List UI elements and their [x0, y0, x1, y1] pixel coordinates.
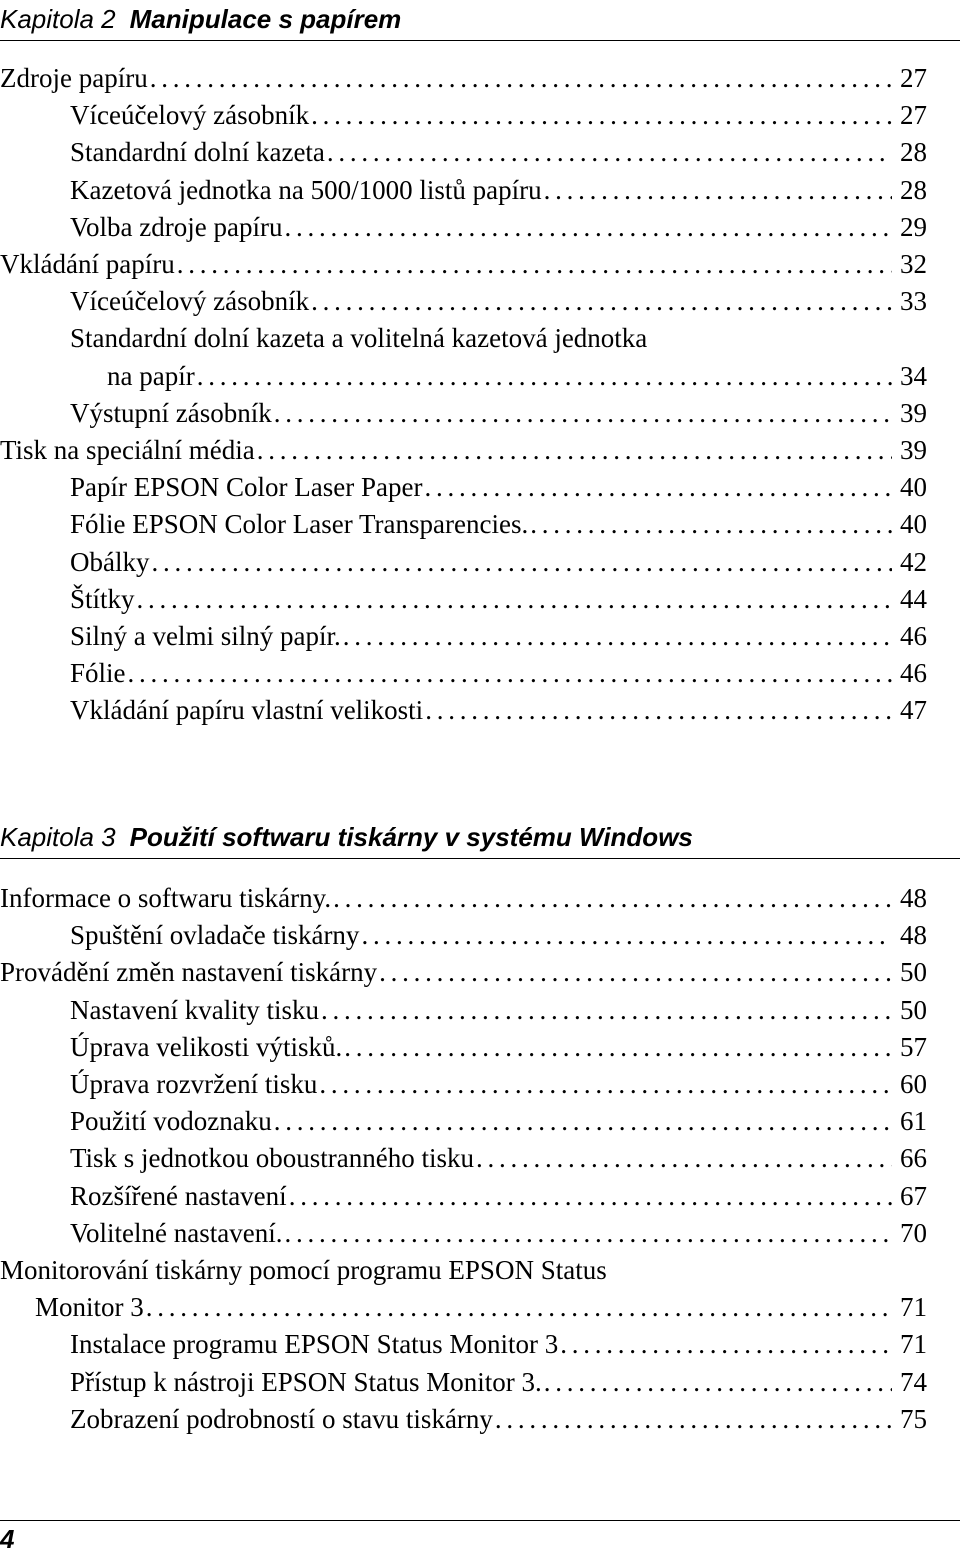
toc-entry-title: Monitorování tiskárny pomocí programu EPSON Status [0, 1255, 607, 1285]
toc-entry-title: na papír [107, 360, 195, 391]
toc-entry[interactable] [70, 209, 927, 246]
toc-entry-title: Výstupní zásobník [70, 397, 272, 428]
toc-page-number: 42 [900, 546, 927, 577]
toc-page-number: 27 [900, 100, 927, 131]
toc-entry[interactable] [70, 1103, 927, 1140]
toc-entry[interactable] [70, 692, 927, 729]
dot-leader [311, 283, 892, 320]
footer-page-number: 4 [0, 1524, 15, 1554]
toc-entry[interactable] [70, 1066, 927, 1103]
toc-page-number: 50 [900, 957, 927, 988]
toc-entry[interactable] [0, 954, 927, 991]
dot-leader [257, 432, 892, 469]
chapter-header [0, 0, 960, 41]
dot-leader [311, 97, 892, 134]
toc-page-number: 50 [900, 994, 927, 1025]
chapter-title: Manipulace s papírem [129, 4, 402, 34]
dot-leader [361, 917, 892, 954]
toc-entry[interactable] [0, 880, 927, 917]
toc-page-number: 46 [900, 658, 927, 689]
toc-entry-title: Přístup k nástroji EPSON Status Monitor 3. [70, 1366, 542, 1397]
toc-entry-title: Volitelné nastavení. [70, 1217, 283, 1248]
toc-entry-title: Fólie [70, 658, 126, 689]
dot-leader [544, 1364, 892, 1401]
toc-entry-title: Fólie EPSON Color Laser Transparencies. [70, 509, 529, 540]
toc-entry-title: Volba zdroje papíru [70, 211, 283, 242]
toc-page-number: 75 [900, 1403, 927, 1434]
toc-page-number: 46 [900, 621, 927, 651]
toc-entry-title: Nastavení kvality tisku [70, 994, 319, 1025]
toc-entry[interactable] [70, 1326, 927, 1363]
dot-leader [544, 172, 892, 209]
dot-leader [333, 880, 892, 917]
toc-page-number: 39 [900, 397, 927, 428]
toc-entry-title: Papír EPSON Color Laser Paper [70, 472, 423, 503]
toc-page-number: 29 [900, 211, 927, 242]
toc-page-number: 44 [900, 583, 927, 614]
dot-leader [343, 618, 892, 655]
toc-entry-title: Tisk s jednotkou oboustranného tisku [70, 1143, 475, 1174]
dot-leader [284, 209, 892, 246]
toc-page-number: 39 [900, 435, 927, 465]
toc-entry[interactable] [70, 1029, 927, 1066]
toc-entry[interactable] [70, 134, 927, 171]
toc-page-number: 40 [900, 472, 927, 503]
toc-page-number: 61 [900, 1106, 927, 1137]
toc-entry[interactable] [70, 1178, 927, 1215]
toc-entry-title: Úprava rozvržení tisku [70, 1069, 318, 1099]
chapter-heading [0, 822, 693, 852]
toc-entry[interactable] [70, 320, 647, 357]
dot-leader [197, 358, 892, 395]
dot-leader [128, 655, 892, 692]
dot-leader [530, 506, 892, 543]
footer-rule [0, 1520, 960, 1521]
toc-entry-title: Víceúčelový zásobník [70, 286, 310, 317]
toc-page-number: 66 [900, 1143, 927, 1174]
dot-leader [425, 692, 892, 729]
toc-entry[interactable] [70, 1215, 927, 1252]
toc-entry-title: Provádění změn nastavení tiskárny [0, 957, 378, 988]
toc-entry[interactable] [107, 358, 927, 395]
toc-entry-title: Informace o softwaru tiskárny. [0, 883, 332, 913]
toc-entry[interactable] [70, 469, 927, 506]
toc-entry-title: Kazetová jednotka na 500/1000 listů papíru [70, 174, 542, 205]
toc-entry-title: Spuštění ovladače tiskárny [70, 920, 360, 951]
chapter-title: Použití softwaru tiskárny v systému Windows [129, 822, 693, 852]
toc-entry-title: Vkládání papíru [0, 249, 175, 279]
toc-entry-title: Obálky [70, 546, 150, 577]
toc-page-number: 74 [900, 1366, 927, 1397]
toc-entry[interactable] [70, 992, 927, 1029]
dot-leader [321, 992, 892, 1029]
dot-leader [150, 60, 892, 97]
toc-entry[interactable] [70, 917, 927, 954]
dot-leader [379, 954, 892, 991]
dot-leader [274, 395, 892, 432]
dot-leader [327, 134, 892, 171]
toc-entry[interactable] [70, 283, 927, 320]
toc-entry-title: Monitor 3 [35, 1292, 144, 1323]
toc-page-number: 71 [900, 1329, 927, 1360]
dot-leader [560, 1326, 892, 1363]
toc-entry-title: Úprava velikosti výtisků. [70, 1031, 343, 1062]
chapter-number: Kapitola 3 [0, 822, 116, 852]
toc-entry-title: Rozšířené nastavení [70, 1180, 287, 1211]
toc-entry[interactable] [0, 432, 927, 469]
toc-entry[interactable] [70, 1364, 927, 1401]
toc-entry[interactable] [70, 1401, 927, 1438]
toc-page-number: 34 [900, 360, 927, 391]
toc-page-number: 40 [900, 509, 927, 540]
toc-entry-title: Použití vodoznaku [70, 1106, 272, 1137]
dot-leader [344, 1029, 892, 1066]
dot-leader [319, 1066, 892, 1103]
dot-leader [146, 1289, 892, 1326]
dot-leader [284, 1215, 892, 1252]
toc-entry[interactable] [70, 506, 927, 543]
toc-entry[interactable] [0, 1252, 607, 1289]
toc-page-number: 28 [900, 174, 927, 205]
toc-entry-title: Zobrazení podrobností o stavu tiskárny [70, 1403, 493, 1434]
dot-leader [424, 469, 892, 506]
toc-page-number: 47 [900, 695, 927, 726]
toc-entry[interactable] [70, 544, 927, 581]
toc-entry-title: Instalace programu EPSON Status Monitor 3 [70, 1329, 559, 1360]
toc-entry-title: Víceúčelový zásobník [70, 100, 310, 131]
toc-page-number: 32 [900, 249, 927, 279]
toc-page-number: 48 [900, 883, 927, 913]
toc-entry[interactable] [70, 655, 927, 692]
toc-entry[interactable] [70, 172, 927, 209]
chapter-header [0, 818, 960, 859]
chapter-heading [0, 4, 401, 34]
dot-leader [495, 1401, 892, 1438]
toc-entry[interactable] [70, 97, 927, 134]
toc-entry-title: Standardní dolní kazeta a volitelná kazetová jednotka [70, 323, 648, 354]
toc-entry[interactable] [70, 618, 927, 655]
toc-entry[interactable] [70, 581, 927, 618]
toc-page-number: 60 [900, 1069, 927, 1099]
dot-leader [137, 581, 892, 618]
toc-page-number: 57 [900, 1031, 927, 1062]
toc-entry[interactable] [35, 1289, 927, 1326]
chapter-number: Kapitola 2 [0, 4, 116, 34]
toc-page-number: 33 [900, 286, 927, 317]
toc-entry-title: Standardní dolní kazeta [70, 137, 325, 168]
toc-page-number: 48 [900, 920, 927, 951]
toc-page-number: 28 [900, 137, 927, 168]
toc-page-number: 70 [900, 1217, 927, 1248]
toc-page-number: 27 [900, 63, 927, 93]
dot-leader [476, 1140, 892, 1177]
toc-entry-title: Zdroje papíru [0, 63, 148, 93]
toc-entry[interactable] [0, 60, 927, 97]
dot-leader [177, 246, 892, 283]
toc-entry-title: Vkládání papíru vlastní velikosti [70, 695, 424, 726]
toc-entry[interactable] [70, 395, 927, 432]
toc-entry[interactable] [70, 1140, 927, 1177]
dot-leader [151, 544, 892, 581]
dot-leader [289, 1178, 892, 1215]
toc-entry-title: Silný a velmi silný papír. [70, 621, 341, 651]
toc-entry-title: Štítky [70, 583, 135, 614]
toc-page-number: 67 [900, 1180, 927, 1211]
dot-leader [274, 1103, 892, 1140]
toc-page-number: 71 [900, 1292, 927, 1323]
toc-entry-title: Tisk na speciální média [0, 435, 255, 465]
toc-entry[interactable] [0, 246, 927, 283]
